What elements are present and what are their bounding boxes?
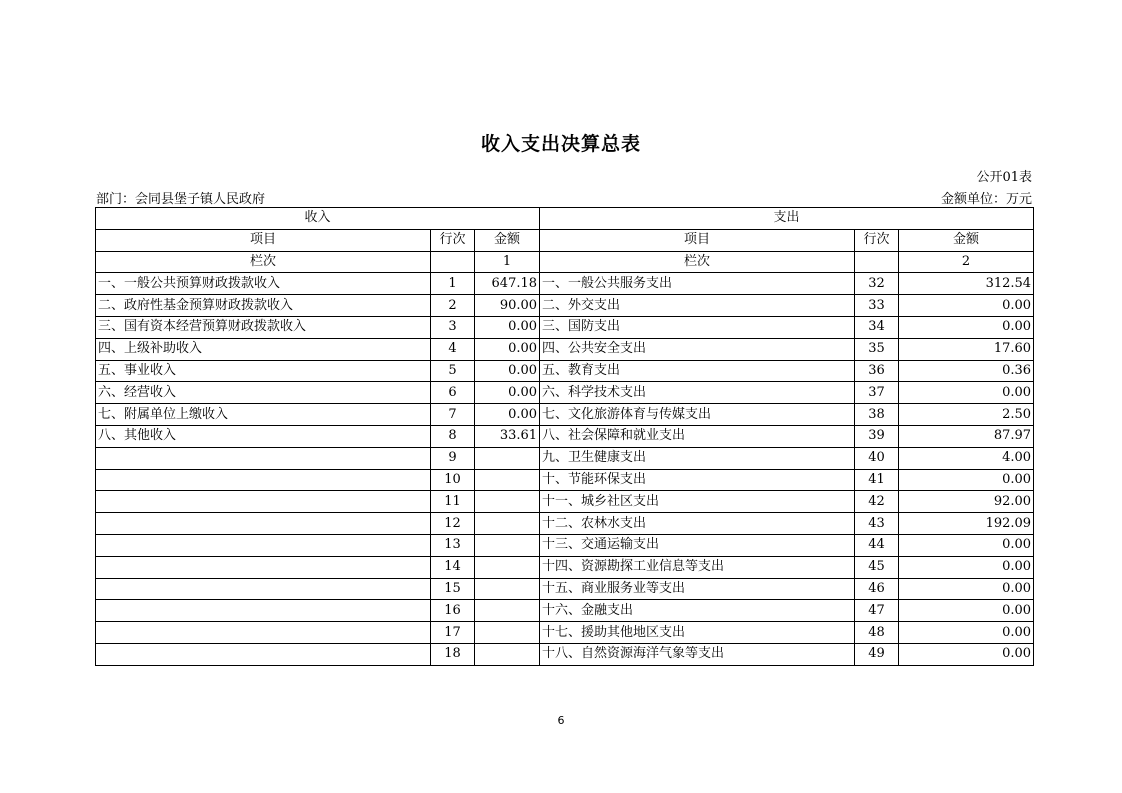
income-row-no: 14 — [431, 556, 475, 578]
table-row — [96, 404, 1034, 426]
income-row-no: 13 — [431, 534, 475, 556]
table-row — [96, 447, 1034, 469]
expense-item: 三、国防支出 — [540, 316, 855, 338]
expense-item: 十、节能环保支出 — [540, 469, 855, 491]
income-header: 收入 — [96, 208, 540, 230]
expense-amount: 0.00 — [899, 382, 1034, 404]
expense-row-no: 33 — [855, 295, 899, 317]
table-row — [96, 578, 1034, 600]
department-label: 部门：会同县堡子镇人民政府 — [96, 192, 266, 207]
expense-item: 十三、交通运输支出 — [540, 534, 855, 556]
expense-amount: 0.00 — [899, 556, 1034, 578]
income-row-no-header: 行次 — [431, 229, 475, 251]
expense-amount: 0.00 — [899, 578, 1034, 600]
expense-item: 九、卫生健康支出 — [540, 447, 855, 469]
expense-row-no: 42 — [855, 491, 899, 513]
income-item: 一、一般公共预算财政拨款收入 — [96, 273, 431, 295]
expense-item: 十八、自然资源海洋气象等支出 — [540, 643, 855, 665]
expense-item: 十七、援助其他地区支出 — [540, 622, 855, 644]
income-item: 七、附属单位上缴收入 — [96, 404, 431, 426]
expense-amount: 312.54 — [899, 273, 1034, 295]
income-row-no: 15 — [431, 578, 475, 600]
income-amount: 33.61 — [475, 425, 540, 447]
income-item: 四、上级补助收入 — [96, 338, 431, 360]
form-number: 公开01表 — [976, 170, 1032, 185]
amount-unit-label: 金额单位：万元 — [940, 192, 1032, 207]
table-row — [96, 622, 1034, 644]
table-row — [96, 273, 1034, 295]
expense-amount: 0.00 — [899, 534, 1034, 556]
income-amount — [475, 600, 540, 622]
expense-amount: 87.97 — [899, 425, 1034, 447]
expense-row-no: 39 — [855, 425, 899, 447]
income-item: 三、国有资本经营预算财政拨款收入 — [96, 316, 431, 338]
expense-row-no: 34 — [855, 316, 899, 338]
expense-item: 四、公共安全支出 — [540, 338, 855, 360]
income-item — [96, 447, 431, 469]
expense-row-no: 37 — [855, 382, 899, 404]
table-row — [96, 382, 1034, 404]
income-row-no: 6 — [431, 382, 475, 404]
income-item — [96, 469, 431, 491]
expense-row-no: 41 — [855, 469, 899, 491]
expense-amount: 192.09 — [899, 513, 1034, 535]
column-number-row — [96, 251, 1034, 273]
expense-item: 七、文化旅游体育与传媒支出 — [540, 404, 855, 426]
expense-column-no: 2 — [899, 251, 1034, 273]
expense-row-no-header: 行次 — [855, 229, 899, 251]
table-row — [96, 360, 1034, 382]
income-row-no: 8 — [431, 425, 475, 447]
table-row — [96, 534, 1034, 556]
table-row — [96, 513, 1034, 535]
income-amount — [475, 643, 540, 665]
expense-amount: 2.50 — [899, 404, 1034, 426]
table-row — [96, 295, 1034, 317]
income-row-no: 10 — [431, 469, 475, 491]
income-amount: 0.00 — [475, 382, 540, 404]
income-item: 六、经营收入 — [96, 382, 431, 404]
income-item-header: 项目 — [96, 229, 431, 251]
expense-amount: 0.00 — [899, 469, 1034, 491]
income-amount: 647.18 — [475, 273, 540, 295]
income-amount — [475, 556, 540, 578]
expense-amount: 0.00 — [899, 316, 1034, 338]
table-row — [96, 643, 1034, 665]
expense-item: 五、教育支出 — [540, 360, 855, 382]
income-row-no: 4 — [431, 338, 475, 360]
expense-item-header: 项目 — [540, 229, 855, 251]
expense-row-no: 48 — [855, 622, 899, 644]
expense-item: 一、一般公共服务支出 — [540, 273, 855, 295]
income-item — [96, 534, 431, 556]
expense-item: 二、外交支出 — [540, 295, 855, 317]
income-row-no: 1 — [431, 273, 475, 295]
expense-row-no: 49 — [855, 643, 899, 665]
income-expense-table — [95, 207, 1034, 666]
table-row — [96, 338, 1034, 360]
income-amount: 90.00 — [475, 295, 540, 317]
expense-item: 十六、金融支出 — [540, 600, 855, 622]
income-row-no: 5 — [431, 360, 475, 382]
income-item — [96, 600, 431, 622]
table-row — [96, 316, 1034, 338]
table-row — [96, 425, 1034, 447]
expense-item: 十一、城乡社区支出 — [540, 491, 855, 513]
income-column-no-empty — [431, 251, 475, 273]
expense-amount: 0.00 — [899, 622, 1034, 644]
income-row-no: 3 — [431, 316, 475, 338]
income-amount — [475, 578, 540, 600]
income-row-no: 18 — [431, 643, 475, 665]
expense-column-no-label: 栏次 — [540, 251, 855, 273]
income-column-no: 1 — [475, 251, 540, 273]
income-column-no-label: 栏次 — [96, 251, 431, 273]
expense-row-no: 32 — [855, 273, 899, 295]
expense-amount: 0.36 — [899, 360, 1034, 382]
expense-amount-header: 金额 — [899, 229, 1034, 251]
income-row-no: 12 — [431, 513, 475, 535]
expense-header: 支出 — [540, 208, 1034, 230]
income-amount: 0.00 — [475, 360, 540, 382]
income-row-no: 9 — [431, 447, 475, 469]
expense-item: 十五、商业服务业等支出 — [540, 578, 855, 600]
income-row-no: 16 — [431, 600, 475, 622]
page-number: 6 — [557, 714, 565, 727]
expense-row-no: 45 — [855, 556, 899, 578]
income-item — [96, 491, 431, 513]
expense-amount: 4.00 — [899, 447, 1034, 469]
expense-amount: 0.00 — [899, 295, 1034, 317]
expense-column-no-empty — [855, 251, 899, 273]
expense-row-no: 36 — [855, 360, 899, 382]
table-header-row — [96, 208, 1034, 230]
expense-row-no: 44 — [855, 534, 899, 556]
income-amount — [475, 447, 540, 469]
income-row-no: 7 — [431, 404, 475, 426]
income-item — [96, 622, 431, 644]
income-amount — [475, 491, 540, 513]
expense-amount: 0.00 — [899, 643, 1034, 665]
expense-item: 十二、农林水支出 — [540, 513, 855, 535]
expense-row-no: 46 — [855, 578, 899, 600]
expense-row-no: 35 — [855, 338, 899, 360]
expense-row-no: 38 — [855, 404, 899, 426]
income-amount — [475, 469, 540, 491]
income-item: 五、事业收入 — [96, 360, 431, 382]
income-item — [96, 556, 431, 578]
expense-row-no: 47 — [855, 600, 899, 622]
table-row — [96, 469, 1034, 491]
income-item — [96, 643, 431, 665]
income-row-no: 11 — [431, 491, 475, 513]
expense-row-no: 43 — [855, 513, 899, 535]
table-row — [96, 556, 1034, 578]
expense-item: 六、科学技术支出 — [540, 382, 855, 404]
income-amount — [475, 534, 540, 556]
income-item — [96, 578, 431, 600]
income-amount: 0.00 — [475, 338, 540, 360]
expense-item: 八、社会保障和就业支出 — [540, 425, 855, 447]
table-row — [96, 491, 1034, 513]
income-amount — [475, 513, 540, 535]
table-row — [96, 600, 1034, 622]
income-amount: 0.00 — [475, 404, 540, 426]
income-row-no: 17 — [431, 622, 475, 644]
income-row-no: 2 — [431, 295, 475, 317]
expense-amount: 92.00 — [899, 491, 1034, 513]
income-item — [96, 513, 431, 535]
page-title: 收入支出决算总表 — [480, 133, 641, 155]
income-item: 八、其他收入 — [96, 425, 431, 447]
table-subheader-row — [96, 229, 1034, 251]
expense-amount: 0.00 — [899, 600, 1034, 622]
expense-amount: 17.60 — [899, 338, 1034, 360]
income-item: 二、政府性基金预算财政拨款收入 — [96, 295, 431, 317]
income-amount-header: 金额 — [475, 229, 540, 251]
expense-item: 十四、资源勘探工业信息等支出 — [540, 556, 855, 578]
income-amount — [475, 622, 540, 644]
expense-row-no: 40 — [855, 447, 899, 469]
income-amount: 0.00 — [475, 316, 540, 338]
